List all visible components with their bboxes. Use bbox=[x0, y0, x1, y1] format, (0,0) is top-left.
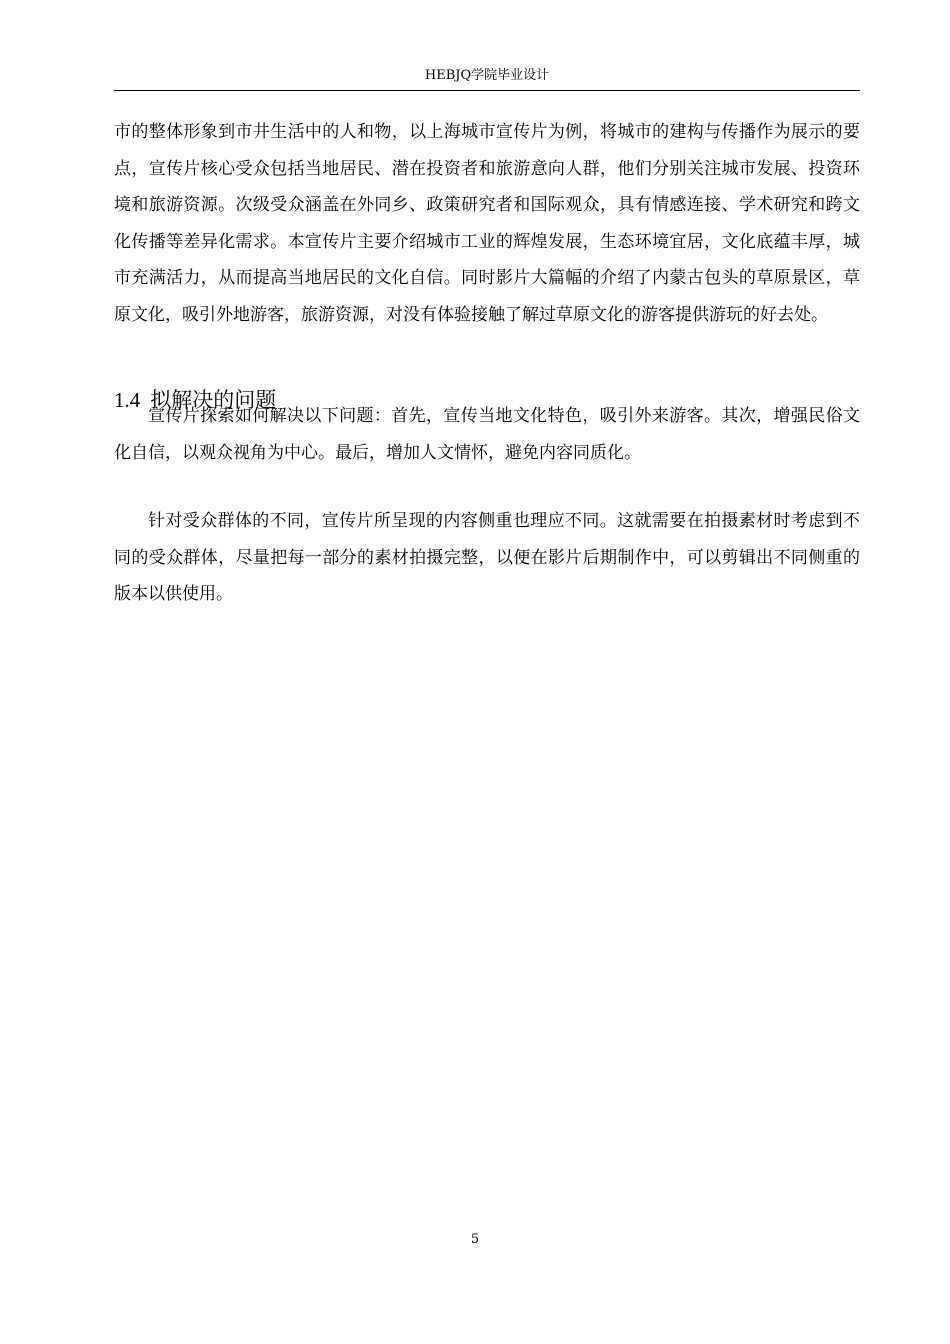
body-paragraph-intro: 市的整体形象到市井生活中的人和物，以上海城市宣传片为例，将城市的建构与传播作为展示的要点，宣传片核心受众包括当地居民、潜在投资者和旅游意向人群，他们分别关注城市发展、投资环境和旅游资源。次级受众涵盖在外同乡、政策研究者和国际观众，具有情感连接、学术研究和跨文化传播等差异化需求。本宣传片主要介绍城市工业的辉煌发展，生态环境宜居，文化底蕴丰厚，城市充满活力，从而提高当地居民的文化自信。同时影片大篇幅的介绍了内蒙古包头的草原景区，草原文化，吸引外地游客，旅游资源，对没有体验接触了解过草原文化的游客提供游玩的好去处。 bbox=[114, 122, 860, 325]
section-title: 拟解决的问题 bbox=[150, 388, 277, 412]
page-number: 5 bbox=[470, 1232, 480, 1247]
page-header bbox=[114, 66, 860, 91]
header-title: HEBJQ学院毕业设计 bbox=[424, 68, 550, 83]
body-paragraph-audience: 针对受众群体的不同，宣传片所呈现的内容侧重也理应不同。这就需要在拍摄素材时考虑到不同的受众群体，尽量把每一部分的素材拍摄完整，以便在影片后期制作中，可以剪辑出不同侧重的版本以供使用。 bbox=[114, 511, 860, 604]
body-paragraph-problems: 宣传片探索如何解决以下问题：首先，宣传当地文化特色，吸引外来游客。其次，增强民俗文化自信，以观众视角为中心。最后，增加人文情怀，避免内容同质化。 bbox=[114, 406, 860, 463]
section-number: 1.4 bbox=[114, 388, 141, 412]
